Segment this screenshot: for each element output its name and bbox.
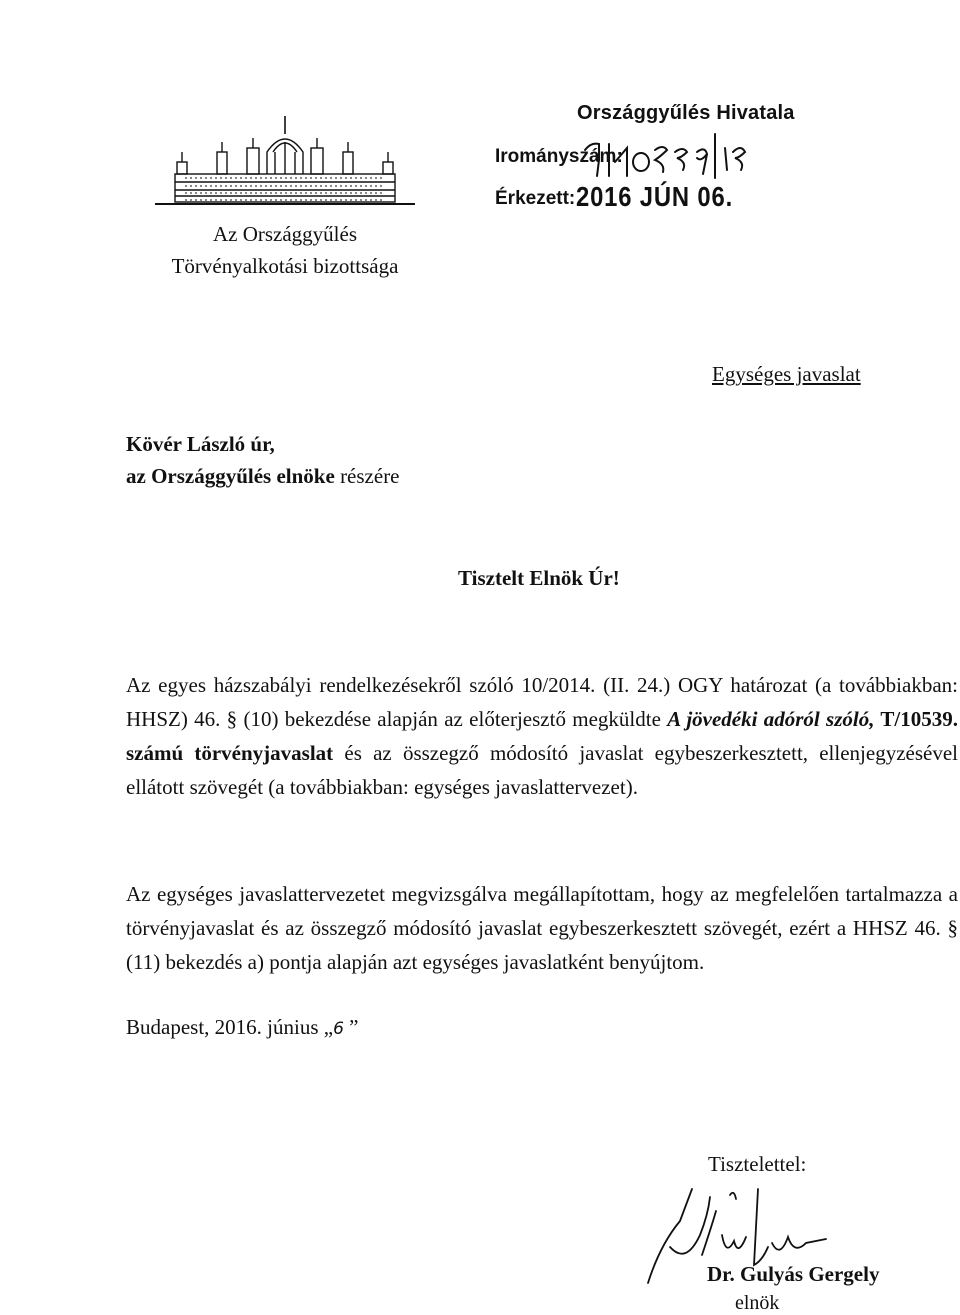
committee-line-2: Törvényalkotási bizottsága <box>171 254 399 278</box>
closing: Tisztelettel: <box>708 1152 807 1176</box>
paragraph-2: Az egységes javaslattervezetet megvizsgálva megállapítottam, hogy az megfelelően tartalmazza a törvényjavaslat és az összegző módosító javaslat egybeszerkesztett szövegét, ezért a HHSZ 46. § (11) bekezdés a) pontja alapján azt egységes javaslatként benyújtom. <box>126 882 958 974</box>
addressee-role-suffix: részére <box>340 464 400 488</box>
place-date-suffix: ” <box>343 1015 359 1039</box>
addressee-name: Kövér László úr, <box>126 432 275 456</box>
signer-title: elnök <box>735 1292 780 1314</box>
handwritten-day: 6 <box>333 1019 344 1039</box>
document-type: Egységes javaslat <box>712 362 861 386</box>
salutation: Tisztelt Elnök Úr! <box>458 566 620 590</box>
place-date <box>126 1015 358 1040</box>
addressee-block <box>126 428 400 492</box>
stamp-received-label: Érkezett: <box>495 188 576 209</box>
bill-number: T/10539. számú törvényjavaslat <box>126 707 958 765</box>
stamp-registry-label: Irományszám: <box>495 146 623 167</box>
addressee-role-prefix: az Országgyűlés elnöke <box>126 464 335 488</box>
parliament-emblem-icon <box>155 112 415 212</box>
paragraph-1-part-2: és az összegző módosító javaslat egybeszerkesztett, ellenjegyzésével ellátott szövegét (a továbbiakban: egységes javaslattervezet). <box>126 741 958 799</box>
stamp-received-date: 2016 JÚN 06. <box>576 181 734 212</box>
committee-name <box>155 218 415 282</box>
addressee-role <box>126 460 400 492</box>
paragraph-1 <box>126 668 958 804</box>
paragraph-1-part-1: Az egyes házszabályi rendelkezésekről szóló 10/2014. (II. 24.) OGY határozat (a továbbiakban: HHSZ) 46. § (10) bekezdése alapján az előterjesztő megküldte <box>126 673 958 731</box>
signer-name: Dr. Gulyás Gergely <box>707 1262 880 1286</box>
place-date-prefix: Budapest, 2016. június „ <box>126 1015 334 1039</box>
bill-title: A jövedéki adóról szóló, <box>667 707 875 731</box>
committee-line-1: Az Országgyűlés <box>212 222 358 246</box>
handwritten-registry-number <box>583 130 783 180</box>
stamp-office: Országgyűlés Hivatala <box>577 102 795 124</box>
